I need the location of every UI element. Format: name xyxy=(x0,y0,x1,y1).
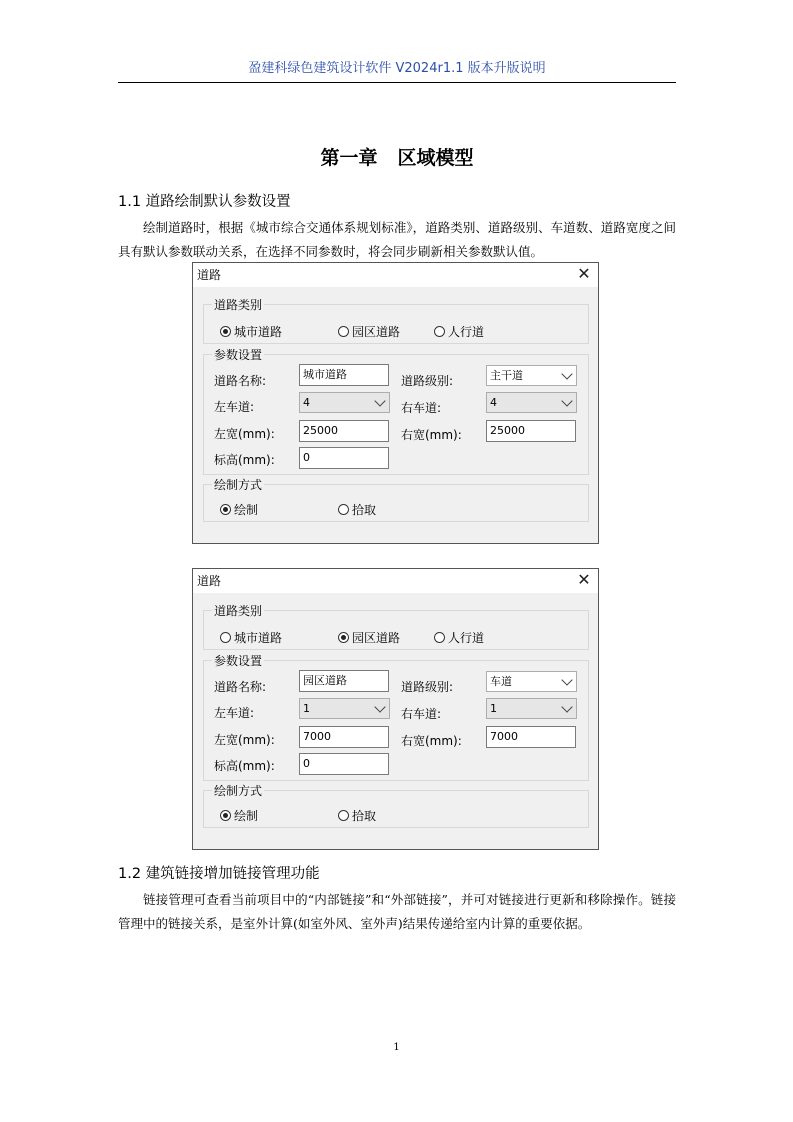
elevation-label: 标高(mm): xyxy=(214,453,275,467)
close-icon[interactable]: ✕ xyxy=(577,570,591,589)
chevron-down-icon xyxy=(561,368,572,379)
radio-selected-icon xyxy=(220,504,231,515)
chapter-name: 区域模型 xyxy=(397,147,474,169)
right-width-input[interactable]: 25000 xyxy=(486,420,576,442)
select-value: 1 xyxy=(490,702,497,715)
right-lane-label: 右车道: xyxy=(401,401,442,415)
road-name-label: 道路名称: xyxy=(214,680,267,694)
radio-park-road[interactable] xyxy=(338,629,400,646)
parameter-group xyxy=(203,348,589,475)
radio-label: 城市道路 xyxy=(234,325,283,339)
road-dialog-city xyxy=(192,262,599,544)
radio-label: 拾取 xyxy=(352,809,377,823)
road-level-label: 道路级别: xyxy=(401,374,454,388)
right-lane-label: 右车道: xyxy=(401,707,442,721)
group-label: 绘制方式 xyxy=(214,784,263,798)
select-value: 1 xyxy=(303,702,310,715)
elevation-input[interactable]: 0 xyxy=(299,753,389,775)
chevron-down-icon xyxy=(561,701,572,712)
road-name-input[interactable]: 园区道路 xyxy=(299,670,389,692)
elevation-input[interactable]: 0 xyxy=(299,447,389,469)
parameter-group xyxy=(203,654,589,781)
radio-icon xyxy=(338,810,349,821)
select-value: 主干道 xyxy=(490,369,523,382)
left-width-label: 左宽(mm): xyxy=(214,733,275,747)
road-category-group xyxy=(203,298,589,344)
radio-label: 园区道路 xyxy=(352,631,401,645)
road-category-group xyxy=(203,604,589,650)
group-label: 参数设置 xyxy=(214,348,263,362)
radio-label: 园区道路 xyxy=(352,325,401,339)
chevron-down-icon xyxy=(374,701,385,712)
radio-sidewalk[interactable] xyxy=(434,629,484,646)
group-label: 参数设置 xyxy=(214,654,263,668)
radio-icon xyxy=(338,326,349,337)
right-width-label: 右宽(mm): xyxy=(401,734,462,748)
radio-icon xyxy=(434,326,445,337)
group-label: 绘制方式 xyxy=(214,478,263,492)
close-icon[interactable]: ✕ xyxy=(577,264,591,283)
left-width-input[interactable]: 7000 xyxy=(299,726,389,748)
select-value: 4 xyxy=(303,396,310,409)
select-value: 4 xyxy=(490,396,497,409)
draw-mode-group xyxy=(203,478,589,522)
left-lane-label: 左车道: xyxy=(214,706,255,720)
select-value: 车道 xyxy=(490,675,512,688)
dialog-title: 道路 xyxy=(197,574,222,588)
radio-draw[interactable] xyxy=(220,501,258,518)
group-label: 道路类别 xyxy=(214,604,263,618)
dialog-title: 道路 xyxy=(197,268,222,282)
chevron-down-icon xyxy=(374,395,385,406)
left-lane-select[interactable] xyxy=(299,698,390,719)
road-name-label: 道路名称: xyxy=(214,374,267,388)
radio-selected-icon xyxy=(220,326,231,337)
section-1-1-paragraph: 绘制道路时，根据《城市综合交通体系规划标准》，道路类别、道路级别、车道数、道路宽度之间具有默认参数联动关系，在选择不同参数时，将会同步刷新相关参数默认值。 xyxy=(118,220,676,259)
radio-pick[interactable] xyxy=(338,501,376,518)
radio-label: 人行道 xyxy=(448,631,485,645)
dialog-titlebar xyxy=(193,569,598,593)
radio-park-road[interactable] xyxy=(338,323,400,340)
chapter-title xyxy=(118,143,676,170)
road-level-select[interactable] xyxy=(486,365,577,386)
dialog-titlebar xyxy=(193,263,598,287)
radio-city-road[interactable] xyxy=(220,629,282,646)
radio-label: 人行道 xyxy=(448,325,485,339)
radio-icon xyxy=(338,504,349,515)
right-lane-select[interactable] xyxy=(486,392,577,413)
page-header: 盈建科绿色建筑设计软件 V2024r1.1 版本升版说明 xyxy=(118,58,676,83)
radio-selected-icon xyxy=(220,810,231,821)
radio-label: 城市道路 xyxy=(234,631,283,645)
chevron-down-icon xyxy=(561,395,572,406)
chapter-number: 第一章 xyxy=(320,147,378,169)
chevron-down-icon xyxy=(561,674,572,685)
radio-label: 绘制 xyxy=(234,503,259,517)
right-width-label: 右宽(mm): xyxy=(401,428,462,442)
radio-sidewalk[interactable] xyxy=(434,323,484,340)
left-lane-label: 左车道: xyxy=(214,400,255,414)
group-label: 道路类别 xyxy=(214,298,263,312)
section-heading-1-2: 1.2 建筑链接增加链接管理功能 xyxy=(118,866,320,882)
elevation-label: 标高(mm): xyxy=(214,759,275,773)
road-level-select[interactable] xyxy=(486,671,577,692)
radio-icon xyxy=(434,632,445,643)
right-lane-select[interactable] xyxy=(486,698,577,719)
radio-pick[interactable] xyxy=(338,807,376,824)
radio-icon xyxy=(220,632,231,643)
right-width-input[interactable]: 7000 xyxy=(486,726,576,748)
road-name-input[interactable]: 城市道路 xyxy=(299,364,389,386)
section-heading-1-1: 1.1 道路绘制默认参数设置 xyxy=(118,194,291,210)
radio-label: 绘制 xyxy=(234,809,259,823)
left-width-input[interactable]: 25000 xyxy=(299,420,389,442)
radio-draw[interactable] xyxy=(220,807,258,824)
section-1-2-paragraph: 链接管理可查看当前项目中的“内部链接”和“外部链接”，并可对链接进行更新和移除操作。链接管理中的链接关系，是室外计算(如室外风、室外声)结果传递给室内计算的重要依据。 xyxy=(118,892,676,931)
road-dialog-park xyxy=(192,568,599,850)
radio-selected-icon xyxy=(338,632,349,643)
road-level-label: 道路级别: xyxy=(401,680,454,694)
left-width-label: 左宽(mm): xyxy=(214,427,275,441)
draw-mode-group xyxy=(203,784,589,828)
radio-label: 拾取 xyxy=(352,503,377,517)
left-lane-select[interactable] xyxy=(299,392,390,413)
radio-city-road[interactable] xyxy=(220,323,282,340)
page-number: 1 xyxy=(393,1042,400,1053)
